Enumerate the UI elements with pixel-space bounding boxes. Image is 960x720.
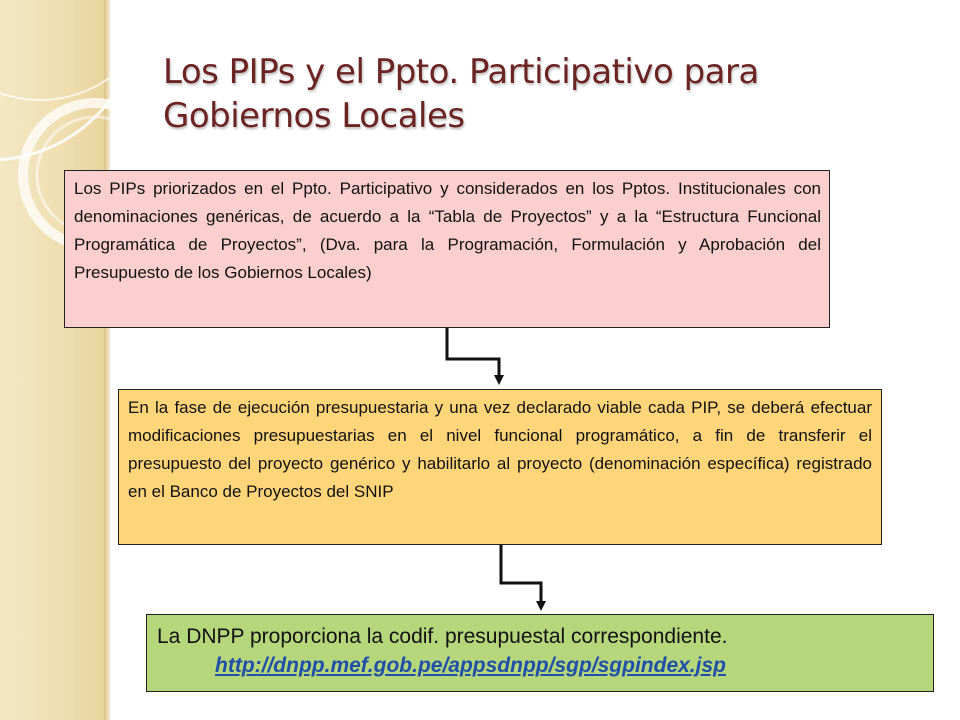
connector-arrow-2 (501, 545, 541, 606)
flow-box-priorized-pips (64, 170, 830, 328)
title-line-1: Los PIPs y el Ppto. Participativo para (163, 52, 759, 92)
flow-box-dnpp-codification (146, 614, 934, 692)
slide-title (163, 50, 923, 138)
flow-box-1-text: Los PIPs priorizados en el Ppto. Participativo y considerados en los Pptos. Institucionales con denominaciones genéricas, de acuerdo a la “Tabla de Proyectos” y a la “Estructura Funcional Programática de Proyectos”, (Dva. para la Programación, Formulación y Aprobación del Presupuesto de los Gobiernos Locales) (74, 179, 821, 282)
connector-arrow-1 (447, 328, 499, 380)
flow-box-budget-execution (118, 389, 882, 545)
flow-box-2-text: En la fase de ejecución presupuestaria y una vez declarado viable cada PIP, se deberá efectuar modificaciones presupuestarias en el nivel funcional programático, a fin de transferir el presupuesto del proyecto genérico y habilitarlo al proyecto (denominación específica) registrado en el Banco de Proyectos del SNIP (128, 398, 872, 501)
title-line-2: Gobiernos Locales (163, 96, 465, 136)
flow-box-3-text: La DNPP proporciona la codif. presupuestal correspondiente. (157, 625, 728, 648)
dnpp-link[interactable]: http://dnpp.mef.gob.pe/appsdnpp/sgp/sgpindex.jsp (215, 654, 726, 677)
